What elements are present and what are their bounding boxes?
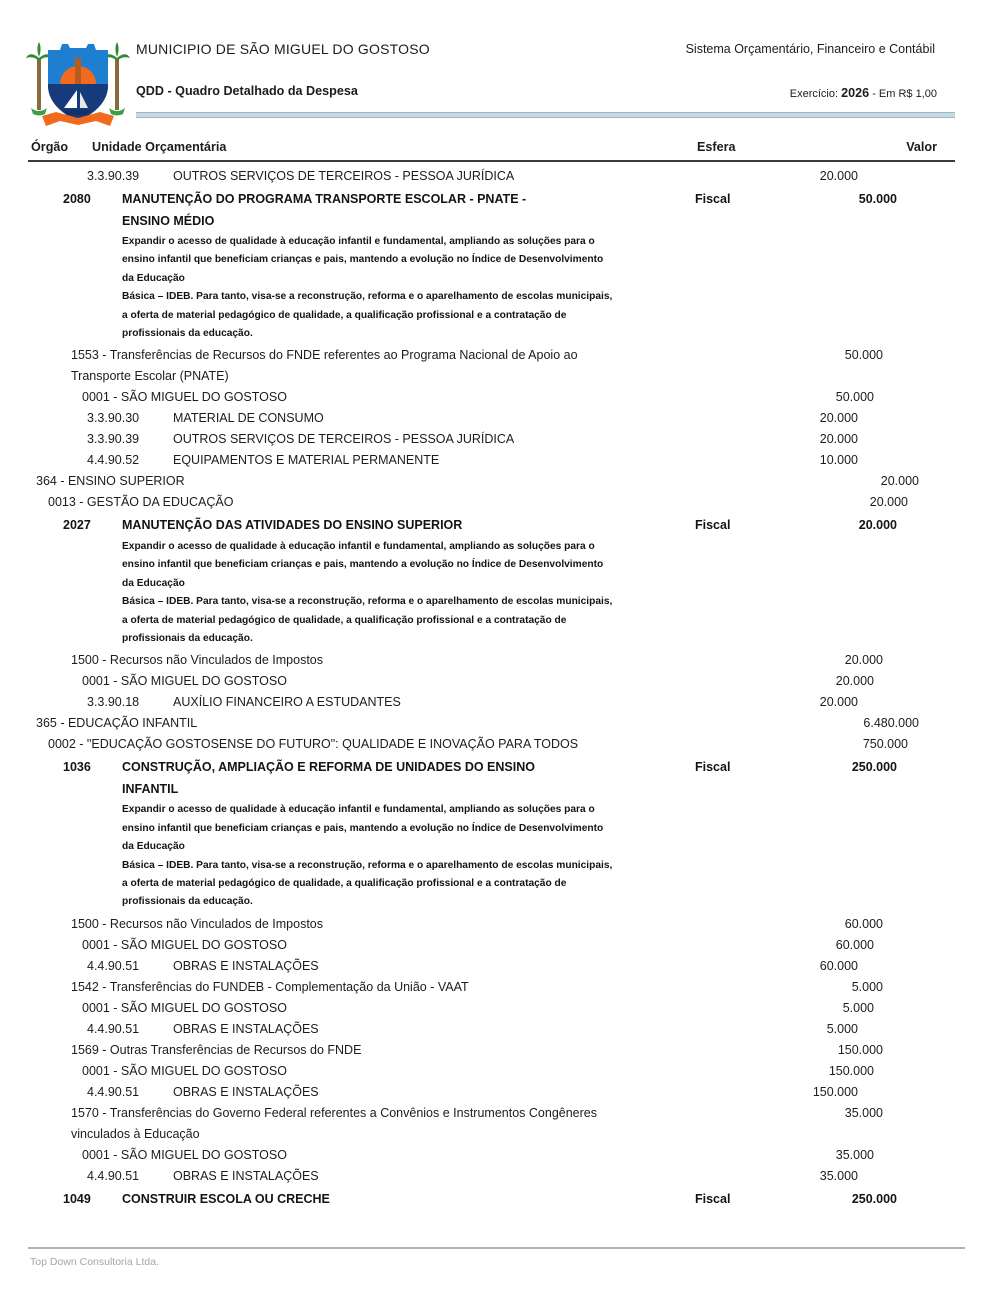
element-description: OUTROS SERVIÇOS DE TERCEIROS - PESSOA JURÍDICA [173,432,515,447]
row-value: 5.000 [826,1021,858,1036]
detail-label: 0001 - SÃO MIGUEL DO GOSTOSO [82,1063,287,1078]
table-row-detail [0,1145,1000,1166]
action-description-line: ensino infantil que beneficiam crianças e pais, mantendo a evolução no Índice de Desenvolvimento [122,822,604,834]
source-line: 1500 - Recursos não Vinculados de Impostos [71,916,324,931]
action-description-line: ensino infantil que beneficiam crianças e pais, mantendo a evolução no Índice de Desenvolvimento [122,254,604,266]
element-code: 3.3.90.39 [87,169,140,183]
row-value: 5.000 [851,979,883,994]
table-row-function [0,471,1000,492]
action-description-line: profissionais da educação. [122,328,253,340]
row-value: 20.000 [819,169,858,183]
element-code: 3.3.90.30 [87,411,140,426]
row-value: 20.000 [880,474,919,489]
element-code: 3.3.90.18 [87,695,140,710]
table-row-program [0,492,1000,513]
row-value: 750.000 [862,737,908,752]
source-line: 1500 - Recursos não Vinculados de Impostos [71,653,324,668]
action-description-line: Expandir o acesso de qualidade à educação infantil e fundamental, ampliando as soluções para o [122,804,595,816]
table-row-element [0,692,1000,713]
action-description-line: da Educação [122,577,185,589]
table-row-source [0,977,1000,998]
source-line: Transporte Escolar (PNATE) [71,369,229,384]
column-header-valor: Valor [906,140,937,154]
row-value: 60.000 [835,937,874,952]
detail-label: 0001 - SÃO MIGUEL DO GOSTOSO [82,937,287,952]
action-description [122,233,885,343]
action-description [122,801,885,911]
table-row-program [0,734,1000,755]
element-code: 4.4.90.51 [87,1021,140,1036]
action-code: 1036 [63,760,91,775]
action-title-line: CONSTRUÇÃO, AMPLIAÇÃO E REFORMA DE UNIDADES DO ENSINO [122,760,535,775]
table-row-detail [0,671,1000,692]
row-value: 50.000 [844,348,883,363]
row-value: 50.000 [835,390,874,405]
element-description: OBRAS E INSTALAÇÕES [173,1168,319,1183]
action-description-line: Expandir o acesso de qualidade à educação infantil e fundamental, ampliando as soluções para o [122,540,595,552]
row-value: 35.000 [835,1147,874,1162]
element-code: 4.4.90.52 [87,453,140,468]
detail-label: 0001 - SÃO MIGUEL DO GOSTOSO [82,1147,287,1162]
header-divider-bar [136,112,955,118]
action-description-line: profissionais da educação. [122,896,253,908]
element-code: 4.4.90.51 [87,1084,140,1099]
row-value: 35.000 [844,1105,883,1120]
element-description: OBRAS E INSTALAÇÕES [173,958,319,973]
row-value: 150.000 [812,1084,858,1099]
row-value: 5.000 [842,1000,874,1015]
exercise-suffix: - Em R$ 1,00 [872,88,937,100]
table-row-element [0,408,1000,429]
source-line: vinculados à Educação [71,1126,200,1141]
action-description-line: Básica – IDEB. Para tanto, visa-se a reconstrução, reforma e o aparelhamento de escolas municipais, [122,859,613,871]
table-row-detail [0,387,1000,408]
element-description: MATERIAL DE CONSUMO [173,411,324,426]
footer-company: Top Down Consultoria Ltda. [30,1256,159,1268]
action-title-line: INFANTIL [122,781,179,796]
action-code: 2080 [63,192,91,206]
exercise-info [790,86,937,100]
function-label: 365 - EDUCAÇÃO INFANTIL [36,716,198,731]
row-value: 20.000 [819,695,858,710]
source-line: 1553 - Transferências de Recursos do FNDE referentes ao Programa Nacional de Apoio ao [71,348,578,363]
source-line: 1570 - Transferências do Governo Federal referentes a Convênios e Instrumentos Congêneres [71,1105,597,1120]
element-description: OBRAS E INSTALAÇÕES [173,1084,319,1099]
municipality-coat-of-arms-icon [26,28,130,132]
element-description: OBRAS E INSTALAÇÕES [173,1021,319,1036]
action-esfera: Fiscal [695,1191,731,1206]
action-description-line: profissionais da educação. [122,632,253,644]
table-row-element [0,166,1000,187]
table-header-row [28,140,955,162]
exercise-year: 2026 [841,86,870,100]
table-row-element [0,450,1000,471]
table-row-element [0,1082,1000,1103]
table-row-source [0,345,1000,387]
footer-divider [28,1247,965,1249]
row-value: 150.000 [828,1063,874,1078]
action-description-line: a oferta de material pedagógico de qualidade, a qualificação profissional e a contratação de [122,878,567,889]
action-code: 2027 [63,518,91,533]
program-label: 0013 - GESTÃO DA EDUCAÇÃO [48,495,234,510]
table-row-source [0,914,1000,935]
action-description [122,538,885,648]
column-header-unidade: Unidade Orçamentária [92,140,227,154]
table-row-element [0,1019,1000,1040]
municipality-name: MUNICIPIO DE SÃO MIGUEL DO GOSTOSO [136,41,430,57]
detail-label: 0001 - SÃO MIGUEL DO GOSTOSO [82,674,287,689]
function-label: 364 - ENSINO SUPERIOR [36,474,185,489]
table-row-action [0,1189,1000,1211]
action-description-line: Básica – IDEB. Para tanto, visa-se a reconstrução, reforma e o aparelhamento de escolas municipais, [122,596,613,608]
row-value: 20.000 [858,518,897,533]
detail-label: 0001 - SÃO MIGUEL DO GOSTOSO [82,390,287,405]
row-value: 20.000 [819,432,858,447]
action-description-line: Expandir o acesso de qualidade à educação infantil e fundamental, ampliando as soluções para o [122,236,595,247]
table-row-source [0,650,1000,671]
action-code: 1049 [63,1191,91,1206]
element-description: OUTROS SERVIÇOS DE TERCEIROS - PESSOA JURÍDICA [173,169,515,183]
action-esfera: Fiscal [695,192,731,206]
row-value: 6.480.000 [863,716,919,731]
element-code: 4.4.90.51 [87,958,140,973]
row-value: 20.000 [819,411,858,426]
action-title-line: CONSTRUIR ESCOLA OU CRECHE [122,1191,330,1206]
row-value: 20.000 [869,495,908,510]
action-description-line: a oferta de material pedagógico de qualidade, a qualificação profissional e a contratação de [122,309,567,321]
exercise-label: Exercício: [789,88,839,100]
action-description-line: Básica – IDEB. Para tanto, visa-se a reconstrução, reforma e o aparelhamento de escolas municipais, [122,291,613,303]
table-row-action [0,515,1000,648]
system-name: Sistema Orçamentário, Financeiro e Contábil [685,42,935,56]
column-header-esfera: Esfera [697,140,736,154]
table-row-action [0,189,1000,343]
action-title-line: ENSINO MÉDIO [122,213,215,228]
row-value: 20.000 [844,653,883,668]
source-line: 1542 - Transferências do FUNDEB - Complementação da União - VAAT [71,979,469,994]
action-description-line: da Educação [122,841,185,853]
element-description: EQUIPAMENTOS E MATERIAL PERMANENTE [173,453,440,468]
source-line: 1569 - Outras Transferências de Recursos do FNDE [71,1042,362,1057]
table-row-element [0,1166,1000,1187]
table-row-action [0,757,1000,911]
table-row-detail [0,1061,1000,1082]
detail-label: 0001 - SÃO MIGUEL DO GOSTOSO [82,1000,287,1015]
action-description-line: a oferta de material pedagógico de qualidade, a qualificação profissional e a contratação de [122,614,567,626]
element-description: AUXÍLIO FINANCEIRO A ESTUDANTES [173,695,401,710]
action-description-line: da Educação [122,272,185,284]
row-value: 35.000 [819,1168,858,1183]
action-description-line: ensino infantil que beneficiam crianças e pais, mantendo a evolução no Índice de Desenvolvimento [122,559,604,571]
action-esfera: Fiscal [695,760,731,775]
row-value: 250.000 [851,760,897,775]
table-row-element [0,429,1000,450]
column-header-orgao: Órgão [31,140,69,154]
table-row-element [0,956,1000,977]
row-value: 60.000 [844,916,883,931]
table-body [0,166,1000,1210]
row-value: 150.000 [837,1042,883,1057]
action-esfera: Fiscal [695,518,731,533]
row-value: 10.000 [819,453,858,468]
table-row-detail [0,998,1000,1019]
report-title: QDD - Quadro Detalhado da Despesa [136,84,358,98]
row-value: 60.000 [819,958,858,973]
row-value: 50.000 [858,192,897,206]
table-row-function [0,713,1000,734]
row-value: 250.000 [851,1191,897,1206]
table-row-source [0,1040,1000,1061]
action-title-line: MANUTENÇÃO DO PROGRAMA TRANSPORTE ESCOLAR - PNATE - [122,192,527,206]
row-value: 20.000 [835,674,874,689]
element-code: 3.3.90.39 [87,432,140,447]
action-title-line: MANUTENÇÃO DAS ATIVIDADES DO ENSINO SUPERIOR [122,518,463,533]
table-row-detail [0,935,1000,956]
program-label: 0002 - "EDUCAÇÃO GOSTOSENSE DO FUTURO": QUALIDADE E INOVAÇÃO PARA TODOS [48,737,579,752]
element-code: 4.4.90.51 [87,1168,140,1183]
table-row-source [0,1103,1000,1145]
